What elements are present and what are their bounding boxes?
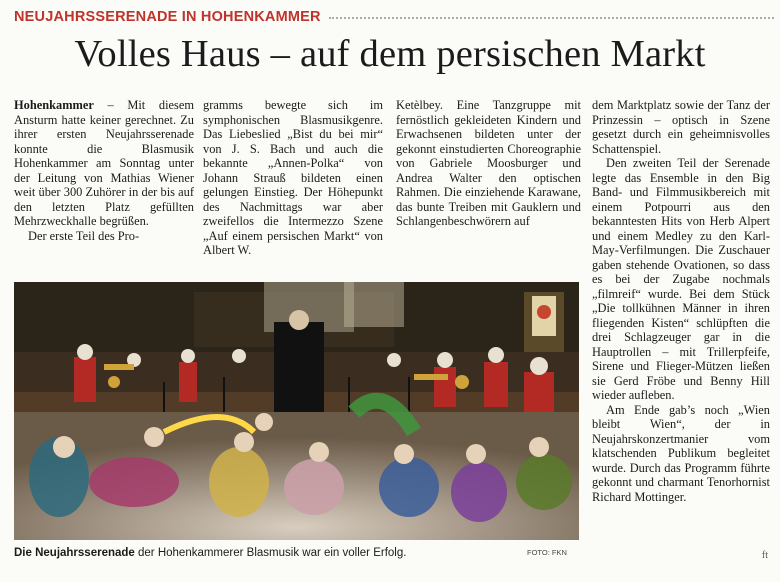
caption-lead: Die Neujahrsserenade (14, 547, 135, 559)
photo-caption (14, 545, 579, 561)
headline: Volles Haus – auf dem persischen Markt (74, 33, 706, 75)
article-column-2 (203, 98, 383, 266)
caption-text: der Hohenkammerer Blasmusik war ein voller Erfolg. (134, 547, 407, 559)
paragraph: gramms bewegte sich im symphonischen Blasmusikgenre. Das Liebeslied „Bist du bei mir“ von J. S. Bach und auch die bekannte „Annen-Polka“ von Johann Strauß bildeten einen gelungen Einstieg. Der Höhepunkt des Nachmittags war aber zweifellos die Intermezzo Szene „Auf einem persischen Markt“ von Albert W. (203, 98, 383, 257)
paragraph: dem Marktplatz sowie der Tanz der Prinzessin – optisch in Szene gesetzt durch ein geheimnisvolles Schattenspiel. (592, 98, 770, 156)
dateline: Hohenkammer (14, 98, 94, 112)
section-kicker (14, 6, 774, 27)
kicker-label: NEUJAHRSSERENADE IN HOHENKAMMER (14, 8, 321, 25)
kicker-dotted-rule (329, 17, 774, 19)
paragraph: Ketèlbey. Eine Tanzgruppe mit fernöstlich gekleideten Kindern und Erwachsenen bildeten unter der gekonnt einstudierten Choreographie von Gabriele Moosburger und Andrea Walter den optischen Rahmen. Die einziehende Karawane, das bunte Treiben mit Gauklern und Schlangenbeschwörern auf (396, 98, 581, 228)
paragraph: Am Ende gab’s noch „Wien bleibt Wien“, der in Neujahrskonzertmanier vom klatschenden Publikum begleitet wurde. Durch das Programm führte gekonnt und charmant Tenorhornist Richard Mottinger. (592, 402, 770, 504)
photo-credit: FOTO: FKN (527, 548, 567, 557)
paragraph (14, 98, 194, 229)
author-signature: ft (761, 550, 768, 561)
article-column-1 (14, 98, 194, 266)
paragraph: Den zweiten Teil der Serenade legte das Ensemble in den Big Band- und Filmmusikbereich mit einem Potpourri aus den bekanntesten Hits von Herb Alpert und einem Medley zu den Karl-May-Verfilmungen. Die Zuschauer gaben stehende Ovationen, so dass es bei der Zugabe nochmals „filmreif“ wurde. Bei dem Stück „Die tollkühnen Männer in ihren fliegenden Kisten“ schlüpften die drei Schlagzeuger gar in die Hauptrollen – mit Trillerpfeife, Sirene und Flieger-Mützen ließen sie Gerd Fröbe und Benny Hill wieder aufleben. (592, 156, 770, 402)
concert-photo (14, 282, 579, 540)
paragraph: Der erste Teil des Pro- (28, 228, 140, 243)
article-column-3 (396, 98, 581, 266)
paragraph-text: – Mit diesem Ansturm hatte keiner gerechnet. Zu ihrer ersten Neujahrsserenade konnte die Blasmusik Hohenkammer am Sonntag unter der Leitung von Mathias Wiener weit über 300 Zuhörer in der bis auf den letzten Platz gefüllten Mehrzweckhalle begrüßen. (14, 98, 194, 228)
article-column-4 (592, 98, 770, 558)
